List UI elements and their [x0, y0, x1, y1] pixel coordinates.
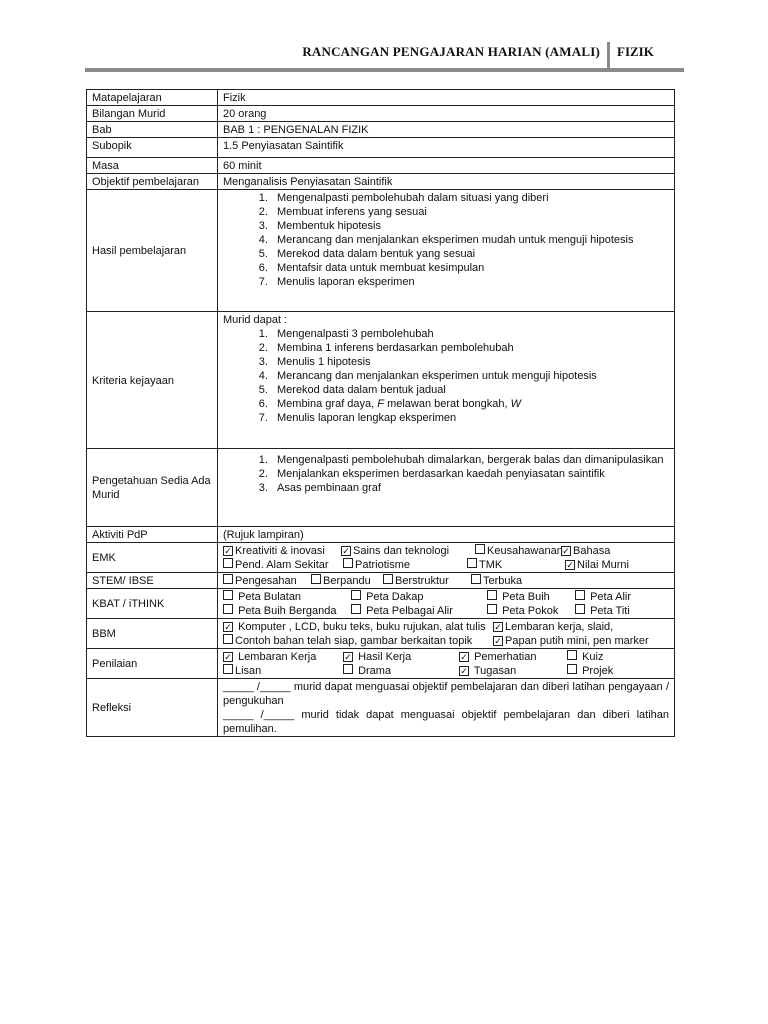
checkbox-label: Peta Bulatan: [238, 591, 302, 603]
cell-label: Kriteria kejayaan: [87, 312, 218, 449]
checkbox-icon[interactable]: ✓: [224, 652, 232, 662]
checkbox-row: [223, 664, 669, 678]
list-item: 1. Mengenalpasti pembolehubah dimalarkan, bergerak balas dan dimanipulasikan: [271, 453, 669, 467]
list-item: 4. Merancang dan menjalankan eksperimen untuk menguji hipotesis: [271, 369, 669, 383]
checkbox-row: [223, 574, 669, 588]
checkbox-option[interactable]: [223, 590, 351, 604]
checkbox-label: Kreativiti & inovasi: [235, 545, 325, 557]
checkbox-label: Lembaran Kerja: [238, 651, 317, 663]
checkbox-option[interactable]: [493, 634, 649, 648]
checkbox-option[interactable]: [343, 558, 467, 572]
checkbox-option[interactable]: [223, 604, 351, 618]
checkbox-label: Nilai Murni: [577, 559, 629, 571]
cell-label: Bilangan Murid: [87, 106, 218, 122]
checkbox-label: TMK: [479, 559, 503, 571]
checkbox-label: Tugasan: [473, 665, 517, 677]
checkbox-label: Pend. Alam Sekitar: [235, 559, 329, 571]
checkbox-icon[interactable]: [223, 604, 233, 614]
checkbox-option[interactable]: [351, 590, 487, 604]
checkbox-row: [223, 620, 669, 634]
checkbox-label: Pemerhatian: [474, 651, 537, 663]
checkbox-icon[interactable]: [487, 604, 497, 614]
checkbox-option[interactable]: [575, 604, 630, 618]
checkbox-option[interactable]: [223, 650, 343, 664]
row-kbat-ithink: [87, 589, 675, 619]
cell-value: BAB 1 : PENGENALAN FIZIK: [218, 122, 675, 138]
cell-value: 1.5 Penyiasatan Saintifik: [218, 138, 675, 158]
checkbox-option[interactable]: [459, 650, 567, 664]
checkbox-icon[interactable]: ✓: [566, 560, 574, 570]
list-item: 6. Mentafsir data untuk membuat kesimpulan: [271, 261, 669, 275]
cell-value: [218, 649, 675, 679]
checkbox-label: Peta Buih: [502, 591, 550, 603]
cell-label: Masa: [87, 158, 218, 174]
checkbox-icon[interactable]: ✓: [494, 622, 502, 632]
cell-value: Menganalisis Penyiasatan Saintifik: [218, 174, 675, 190]
row-kriteria-kejayaan: [87, 312, 675, 449]
cell-value: [218, 449, 675, 527]
learning-outcomes-list: [223, 191, 669, 289]
checkbox-label: Peta Pokok: [502, 605, 559, 617]
cell-label: Penilaian: [87, 649, 218, 679]
cell-value: (Rujuk lampiran): [218, 527, 675, 543]
checkbox-row: [223, 634, 669, 648]
cell-label: Pengetahuan Sedia Ada Murid: [87, 449, 218, 527]
checkbox-icon[interactable]: ✓: [460, 652, 468, 662]
checkbox-icon[interactable]: [351, 604, 361, 614]
checkbox-label: Peta Titi: [590, 605, 630, 617]
cell-value: Fizik: [218, 90, 675, 106]
list-item: 3. Asas pembinaan graf: [271, 481, 669, 495]
cell-value: [218, 543, 675, 573]
cell-label: KBAT / iTHINK: [87, 589, 218, 619]
row-emk: [87, 543, 675, 573]
cell-label: BBM: [87, 619, 218, 649]
list-item: 4. Merancang dan menjalankan eksperimen mudah untuk menguji hipotesis: [271, 233, 669, 247]
checkbox-icon[interactable]: [567, 664, 577, 674]
checkbox-label: Komputer , LCD, buku teks, buku rujukan, alat tulis: [238, 621, 486, 633]
checkbox-icon[interactable]: [575, 604, 585, 614]
checkbox-icon[interactable]: ✓: [342, 546, 350, 556]
checkbox-label: Peta Pelbagai Alir: [366, 605, 453, 617]
row-hasil-pembelajaran: [87, 190, 675, 312]
row-matapelajaran: [87, 90, 675, 106]
checkbox-label: Kuiz: [582, 651, 604, 663]
checkbox-icon[interactable]: [475, 544, 485, 554]
cell-label: EMK: [87, 543, 218, 573]
checkbox-label: Keusahawanan: [487, 545, 563, 557]
cell-label: Hasil pembelajaran: [87, 190, 218, 312]
checkbox-label: Sains dan teknologi: [353, 545, 450, 557]
checkbox-icon[interactable]: [343, 664, 353, 674]
checkbox-row: [223, 558, 669, 572]
checkbox-option[interactable]: [567, 664, 613, 678]
cell-label: Objektif pembelajaran: [87, 174, 218, 190]
cell-value: [218, 589, 675, 619]
checkbox-icon[interactable]: [467, 558, 477, 568]
success-criteria-list: [223, 327, 669, 425]
checkbox-icon[interactable]: [223, 574, 233, 584]
checkbox-label: Patriotisme: [355, 559, 411, 571]
row-refleksi: [87, 679, 675, 737]
checkbox-label: Berpandu: [323, 575, 371, 587]
checkbox-row: [223, 544, 669, 558]
checkbox-option[interactable]: [223, 574, 311, 588]
row-masa: [87, 158, 675, 174]
item-text: Membina graf daya,: [277, 398, 378, 410]
list-item: 3. Membentuk hipotesis: [271, 219, 669, 233]
checkbox-label: Terbuka: [483, 575, 523, 587]
checkbox-icon[interactable]: ✓: [224, 546, 232, 556]
cell-value: [218, 190, 675, 312]
lesson-plan-table: [86, 89, 675, 737]
checkbox-icon[interactable]: [223, 558, 233, 568]
checkbox-option[interactable]: [223, 544, 341, 558]
cell-value: [218, 573, 675, 589]
list-item: 2. Membuat inferens yang sesuai: [271, 205, 669, 219]
checkbox-row: [223, 590, 669, 604]
checkbox-icon[interactable]: [351, 590, 361, 600]
row-pengetahuan-sedia-ada: [87, 449, 675, 527]
checkbox-icon[interactable]: [383, 574, 393, 584]
checkbox-icon[interactable]: [343, 558, 353, 568]
checkbox-option[interactable]: [561, 544, 610, 558]
checkbox-label: Lisan: [235, 665, 262, 677]
subject-label: FIZIK: [617, 44, 654, 59]
checkbox-row: [223, 604, 669, 618]
checkbox-option[interactable]: [351, 604, 487, 618]
header-divider: [607, 42, 610, 68]
checkbox-option[interactable]: [575, 590, 631, 604]
list-item: 2. Menjalankan eksperimen berdasarkan kaedah penyiasatan saintifik: [271, 467, 669, 481]
row-bilangan-murid: [87, 106, 675, 122]
cell-value: 60 minit: [218, 158, 675, 174]
checkbox-option[interactable]: [459, 664, 567, 678]
reflection-line: _____ /_____ murid dapat menguasai objektif pembelajaran dan diberi latihan pengayaan / pengukuhan: [223, 681, 669, 707]
checkbox-icon[interactable]: [223, 590, 233, 600]
checkbox-option[interactable]: [475, 544, 561, 558]
checkbox-option[interactable]: [343, 650, 459, 664]
checkbox-option[interactable]: [223, 558, 343, 572]
checkbox-label: Drama: [358, 665, 392, 677]
cell-label: Aktiviti PdP: [87, 527, 218, 543]
force-symbol: F: [377, 398, 385, 410]
checkbox-option[interactable]: [487, 604, 575, 618]
checkbox-option[interactable]: [223, 634, 493, 648]
document-title: RANCANGAN PENGAJARAN HARIAN (AMALI): [302, 44, 600, 59]
checkbox-option[interactable]: [341, 544, 475, 558]
cell-value: [218, 619, 675, 649]
list-item: 2. Membina 1 inferens berdasarkan pembolehubah: [271, 341, 669, 355]
checkbox-label: Papan putih mini, pen marker: [505, 635, 649, 647]
checkbox-icon[interactable]: ✓: [494, 636, 502, 646]
cell-value: 20 orang: [218, 106, 675, 122]
list-item: 7. Menulis laporan eksperimen: [271, 275, 669, 289]
weight-symbol: W: [510, 398, 521, 410]
row-penilaian: [87, 649, 675, 679]
cell-label: Matapelajaran: [87, 90, 218, 106]
checkbox-label: Peta Alir: [590, 591, 632, 603]
list-item: [271, 397, 669, 411]
prior-knowledge-list: [223, 453, 669, 495]
cell-label: STEM/ IBSE: [87, 573, 218, 589]
checkbox-label: Berstruktur: [395, 575, 449, 587]
checkbox-option[interactable]: [383, 574, 471, 588]
checkbox-label: Lembaran kerja, slaid,: [505, 621, 614, 633]
checkbox-icon[interactable]: [223, 634, 233, 644]
checkbox-option[interactable]: [343, 664, 459, 678]
checkbox-label: Contoh bahan telah siap, gambar berkaitan topik: [235, 635, 473, 647]
checkbox-icon[interactable]: [567, 650, 577, 660]
row-objektif: [87, 174, 675, 190]
checkbox-icon[interactable]: ✓: [562, 546, 570, 556]
list-item: 5. Merekod data dalam bentuk jadual: [271, 383, 669, 397]
cell-label: Subopik: [87, 138, 218, 158]
list-item: 1. Mengenalpasti pembolehubah dalam situasi yang diberi: [271, 191, 669, 205]
cell-label: Bab: [87, 122, 218, 138]
checkbox-label: Projek: [582, 665, 614, 677]
list-item: 5. Merekod data dalam bentuk yang sesuai: [271, 247, 669, 261]
cell-value: [218, 312, 675, 449]
checkbox-icon[interactable]: ✓: [460, 666, 468, 676]
cell-value: [218, 679, 675, 737]
checkbox-option[interactable]: [565, 558, 629, 572]
row-bab: [87, 122, 675, 138]
checkbox-option[interactable]: [223, 664, 343, 678]
list-item: 3. Menulis 1 hipotesis: [271, 355, 669, 369]
reflection-line: _____ /_____ murid tidak dapat menguasai objektif pembelajaran dan diberi latihan pemulihan.: [223, 709, 669, 735]
checkbox-option[interactable]: [223, 620, 493, 634]
checkbox-label: Hasil Kerja: [358, 651, 412, 663]
row-stem-ibse: [87, 573, 675, 589]
checkbox-label: Pengesahan: [235, 575, 297, 587]
cell-label: Refleksi: [87, 679, 218, 737]
checkbox-icon[interactable]: [487, 590, 497, 600]
checkbox-label: Bahasa: [573, 545, 611, 557]
criteria-intro: Murid dapat :: [223, 314, 288, 326]
checkbox-option[interactable]: [311, 574, 383, 588]
item-text: melawan berat bongkah,: [384, 398, 511, 410]
checkbox-option[interactable]: [567, 650, 603, 664]
checkbox-label: Peta Dakap: [366, 591, 424, 603]
row-subopik: [87, 138, 675, 158]
row-bbm: [87, 619, 675, 649]
row-aktiviti-pdp: [87, 527, 675, 543]
checkbox-icon[interactable]: ✓: [344, 652, 352, 662]
checkbox-row: [223, 650, 669, 664]
header-rule: [85, 68, 684, 72]
checkbox-icon[interactable]: [471, 574, 481, 584]
checkbox-icon[interactable]: [311, 574, 321, 584]
list-item: 7. Menulis laporan lengkap eksperimen: [271, 411, 669, 425]
checkbox-option[interactable]: [493, 620, 613, 634]
checkbox-option[interactable]: [467, 558, 565, 572]
checkbox-icon[interactable]: [575, 590, 585, 600]
checkbox-label: Peta Buih Berganda: [238, 605, 337, 617]
checkbox-icon[interactable]: [223, 664, 233, 674]
checkbox-option[interactable]: [471, 574, 522, 588]
list-item: 1. Mengenalpasti 3 pembolehubah: [271, 327, 669, 341]
checkbox-icon[interactable]: ✓: [224, 622, 232, 632]
checkbox-option[interactable]: [487, 590, 575, 604]
